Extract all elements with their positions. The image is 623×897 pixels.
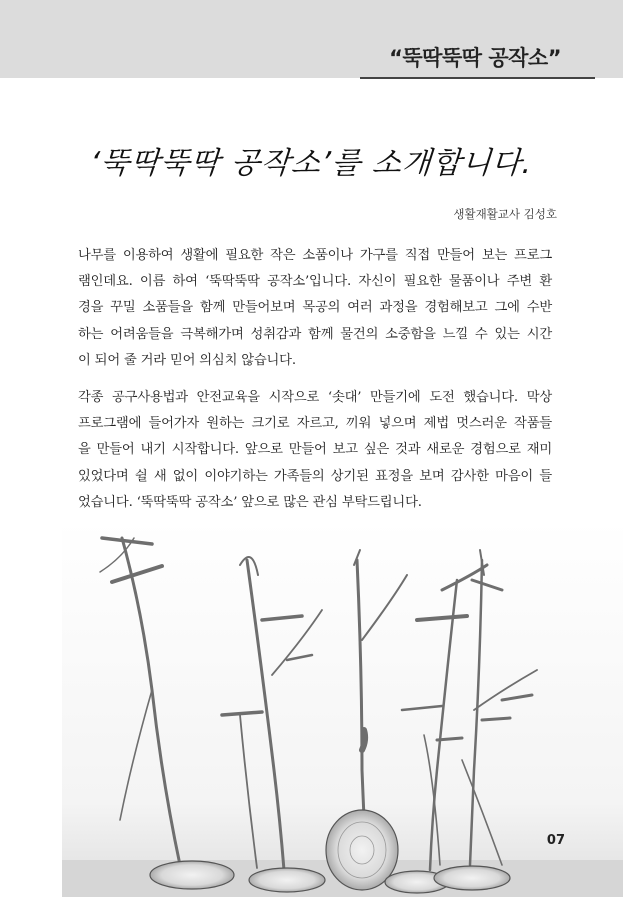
paragraph-line: 하는 어려움들을 극복해가며 성취감과 함께 물건의 소중함을 느낄 수 있는 시간 <box>78 326 552 342</box>
paragraph-line: 있었다며 쉴 새 없이 이야기하는 가족들의 상기된 표정을 보며 감사한 마음이 들 <box>78 468 552 484</box>
paragraph-line: 을 만들어 내기 시작합니다. 앞으로 만들어 보고 싶은 것과 새로운 경험으로 재미 <box>78 442 552 458</box>
paragraph-line: 램인데요. 이름 하여 ‘뚝딱뚝딱 공작소’입니다. 자신이 필요한 물품이나 주변 환 <box>78 274 552 290</box>
paragraph-line: 경을 꾸밀 소품들을 함께 만들어보며 목공의 여러 과정을 경험해보고 그에 수반 <box>78 300 552 316</box>
paragraph-line: 각종 공구사용법과 안전교육을 시작으로 ‘솟대’ 만들기에 도전 했습니다. 막상 <box>78 390 552 405</box>
paragraph-line: 프로그램에 들어가자 원하는 크기로 자르고, 끼워 넣으며 제법 멋스러운 작품들 <box>78 416 552 432</box>
paragraph-line: 나무를 이용하여 생활에 필요한 작은 소품이나 가구를 직접 만들어 보는 프로그 <box>78 248 552 263</box>
section-title: “뚝딱뚝딱 공작소” <box>389 46 561 70</box>
page-number: 07 <box>546 833 565 848</box>
paragraph-2 <box>78 385 552 516</box>
article-author: 생활재활교사 김성호 <box>453 207 557 221</box>
sotdae-photo <box>62 520 623 897</box>
paragraph-line: 었습니다. ‘뚝딱뚝딱 공작소’ 앞으로 많은 관심 부탁드립니다. <box>78 494 422 510</box>
header-rule <box>360 77 595 79</box>
paragraph-1 <box>78 243 552 374</box>
article-title: ‘뚝딱뚝딱 공작소’를 소개합니다. <box>88 146 534 181</box>
paragraph-line: 이 되어 줄 거라 믿어 의심치 않습니다. <box>78 352 296 368</box>
